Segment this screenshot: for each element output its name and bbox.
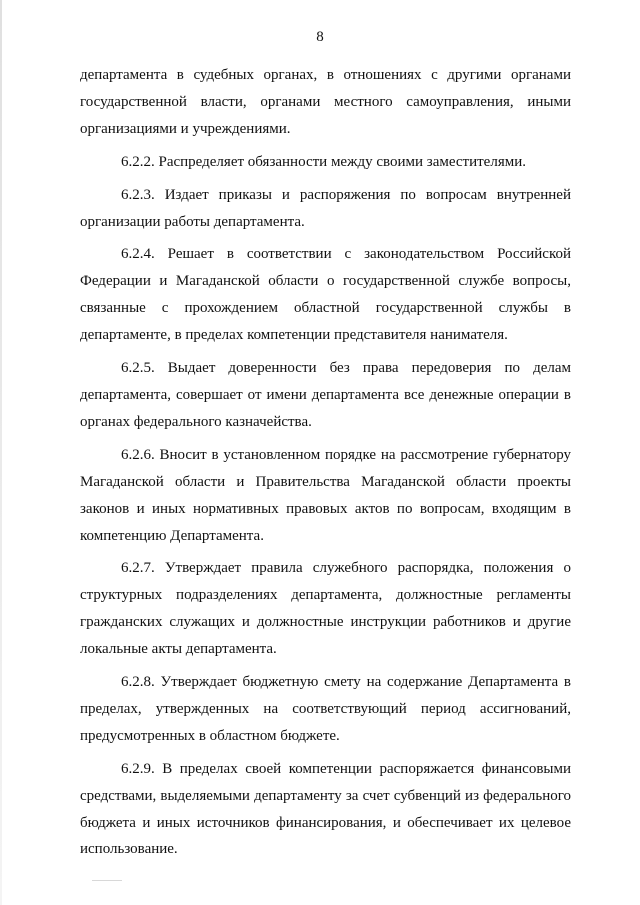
paragraph-6-2-5: 6.2.5. Выдает доверенности без права передоверия по делам департамента, совершает от имени департамента все денежные операции в органах федерального казначейства. [80, 360, 571, 430]
paragraph-6-2-8: 6.2.8. Утверждает бюджетную смету на содержание Департамента в пределах, утвержденных на соответствующий период ассигнований, предусмотренных в областном бюджете. [80, 674, 571, 744]
paragraph-continuation: департамента в судебных органах, в отношениях с другими органами государственной власти, органами местного самоуправления, иными организациями и учреждениями. [80, 67, 571, 137]
paragraph-6-2-9: 6.2.9. В пределах своей компетенции распоряжается финансовыми средствами, выделяемыми департаменту за счет субвенций из федерального бюджета и иных источников финансирования, и обеспечивает их целевое использование. [80, 760, 571, 858]
paragraph-6-2-6: 6.2.6. Вносит в установленном порядке на рассмотрение губернатору Магаданской области и Правительства Магаданской области проекты законов и иных нормативных правовых актов по вопросам, входящим в компетенцию Департамента. [80, 446, 571, 544]
paragraph-6-2-3: 6.2.3. Издает приказы и распоряжения по вопросам внутренней организации работы департамента. [80, 186, 571, 230]
scan-edge-shadow [0, 0, 2, 905]
document-body [80, 62, 571, 869]
paragraph-6-2-7: 6.2.7. Утверждает правила служебного распорядка, положения о структурных подразделениях департамента, должностные регламенты гражданских служащих и должностные инструкции работников и другие локальные акты департамента. [80, 560, 571, 658]
scan-artifact-line [92, 880, 122, 881]
paragraph-6-2-4: 6.2.4. Решает в соответствии с законодательством Российской Федерации и Магаданской области о государственной службе вопросы, связанные с прохождением областной государственной службы в департаменте, в пределах компетенции представителя нанимателя. [80, 246, 571, 344]
page-number: 8 [316, 29, 324, 45]
paragraph-6-2-2: 6.2.2. Распределяет обязанности между своими заместителями. [121, 153, 526, 170]
